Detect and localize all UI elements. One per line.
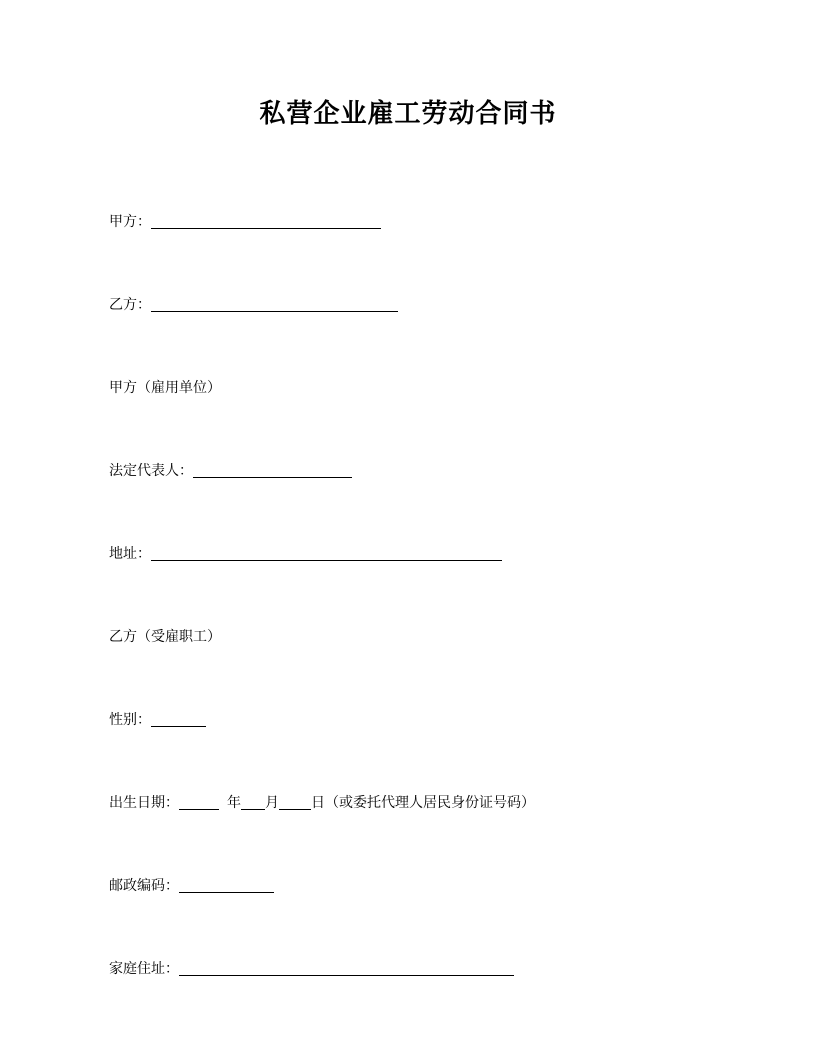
day-label: 日 xyxy=(311,795,325,811)
home-address-blank[interactable] xyxy=(179,961,514,976)
birth-month-blank[interactable] xyxy=(241,795,265,810)
document-title: 私营企业雇工劳动合同书 xyxy=(259,99,557,129)
home-address-label: 家庭住址： xyxy=(109,961,179,977)
gender-label: 性别： xyxy=(109,712,151,728)
party-a-blank[interactable] xyxy=(151,214,381,229)
postal-code-row xyxy=(109,876,274,896)
birth-date-suffix: （或委托代理人居民身份证号码） xyxy=(325,795,535,811)
birth-date-row xyxy=(109,793,535,813)
address-row xyxy=(109,544,502,564)
party-a-label: 甲方： xyxy=(109,214,151,230)
postal-code-blank[interactable] xyxy=(179,878,274,893)
party-a-section-heading: 甲方（雇用单位） xyxy=(109,380,221,396)
legal-rep-label: 法定代表人： xyxy=(109,463,193,479)
legal-rep-row xyxy=(109,461,352,481)
birth-day-blank[interactable] xyxy=(279,795,311,810)
party-b-label: 乙方： xyxy=(109,297,151,313)
legal-rep-blank[interactable] xyxy=(193,463,352,478)
birth-date-label: 出生日期： xyxy=(109,795,179,811)
gender-row xyxy=(109,710,206,730)
home-address-row xyxy=(109,959,514,979)
party-b-row xyxy=(109,295,398,315)
party-b-blank[interactable] xyxy=(151,297,398,312)
month-label: 月 xyxy=(265,795,279,811)
year-label: 年 xyxy=(227,795,241,811)
address-label: 地址： xyxy=(109,546,151,562)
party-b-section-heading: 乙方（受雇职工） xyxy=(109,629,221,645)
party-a-row xyxy=(109,212,381,232)
gender-blank[interactable] xyxy=(151,712,206,727)
birth-year-blank[interactable] xyxy=(179,795,219,810)
address-blank[interactable] xyxy=(151,546,502,561)
postal-code-label: 邮政编码： xyxy=(109,878,179,894)
